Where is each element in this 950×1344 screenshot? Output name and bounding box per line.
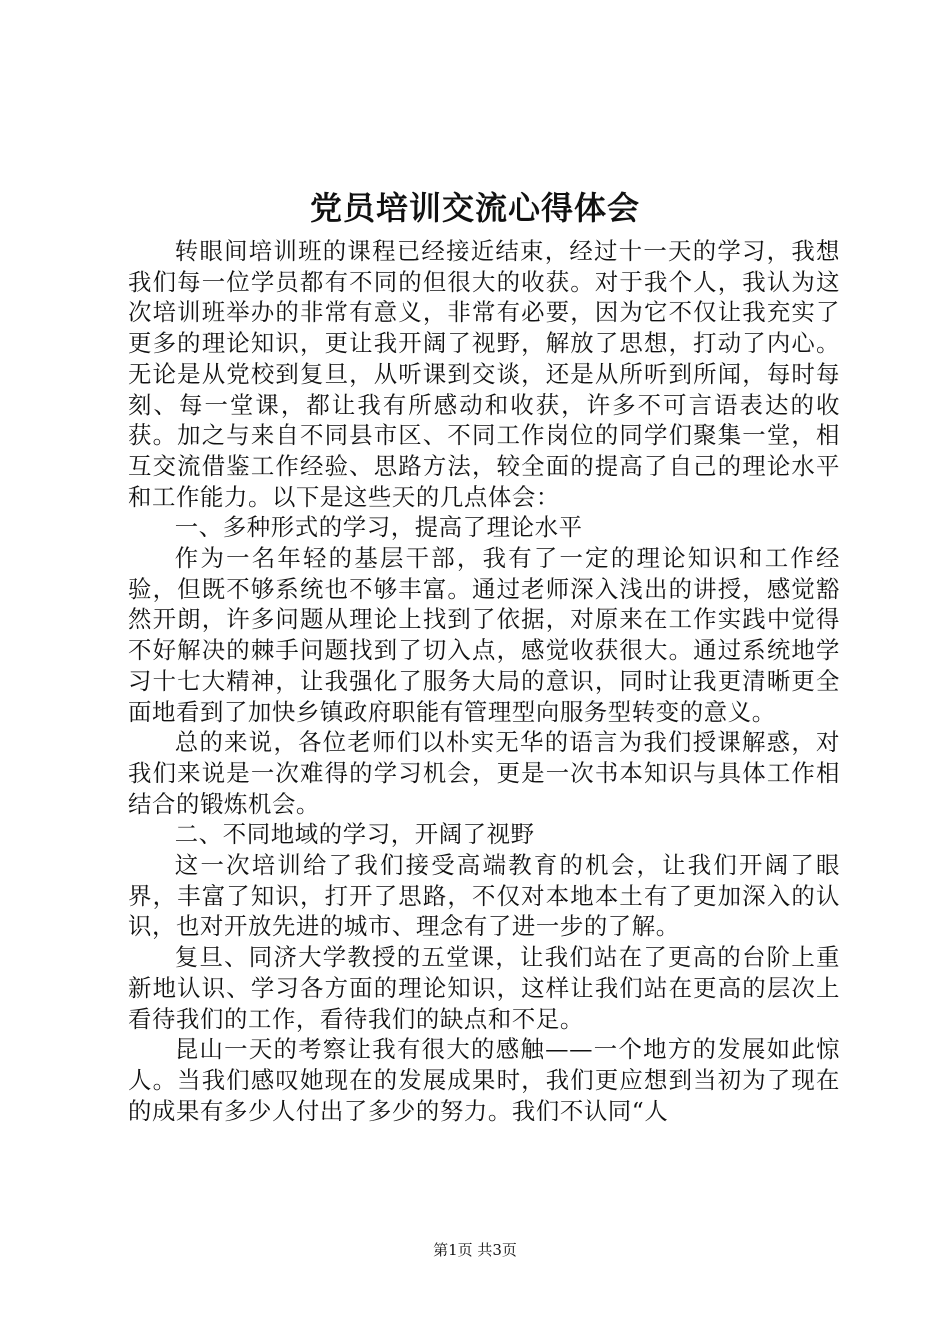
paragraph-summary: 总的来说，各位老师们以朴实无华的语言为我们授课解惑，对我们来说是一次难得的学习机会，更是一次书本知识与具体工作相结合的锻炼机会。 — [128, 728, 840, 818]
paragraph-section-2: 这一次培训给了我们接受高端教育的机会，让我们开阔了眼界，丰富了知识，打开了思路，不仅对本地本土有了更加深入的认识，也对开放先进的城市、理念有了进一步的了解。 — [128, 851, 840, 941]
paragraph-kunshan: 昆山一天的考察让我有很大的感触——一个地方的发展如此惊人。当我们感叹她现在的发展成果时，我们更应想到当初为了现在的成果有多少人付出了多少的努力。我们不认同“人 — [128, 1035, 840, 1125]
paragraph-intro: 转眼间培训班的课程已经接近结束，经过十一天的学习，我想我们每一位学员都有不同的但很大的收获。对于我个人，我认为这次培训班举办的非常有意义，非常有必要，因为它不仅让我充实了更多的理论知识，更让我开阔了视野，解放了思想，打动了内心。无论是从党校到复旦，从听课到交谈，还是从所听到所闻，每时每刻、每一堂课，都让我有所感动和收获，许多不可言语表达的收获。加之与来自不同县市区、不同工作岗位的同学们聚集一堂，相互交流借鉴工作经验、思路方法，较全面的提高了自己的理论水平和工作能力。以下是这些天的几点体会： — [128, 237, 840, 511]
paragraph-fudan-tongji: 复旦、同济大学教授的五堂课，让我们站在了更高的台阶上重新地认识、学习各方面的理论知识，这样让我们站在更高的层次上看待我们的工作，看待我们的缺点和不足。 — [128, 943, 840, 1033]
document-body — [128, 236, 840, 1126]
document-title: 党员培训交流心得体会 — [309, 189, 640, 227]
section-heading-1: 一、多种形式的学习，提高了理论水平 — [174, 513, 583, 542]
page-footer: 第1页 共3页 — [433, 1241, 517, 1259]
section-heading-2: 二、不同地域的学习，开阔了视野 — [174, 820, 535, 849]
paragraph-section-1: 作为一名年轻的基层干部，我有了一定的理论知识和工作经验，但既不够系统也不够丰富。通过老师深入浅出的讲授，感觉豁然开朗，许多问题从理论上找到了依据，对原来在工作实践中觉得不好解决的棘手问题找到了切入点，感觉收获很大。通过系统地学习十七大精神，让我强化了服务大局的意识，同时让我更清晰更全面地看到了加快乡镇政府职能有管理型向服务型转变的意义。 — [128, 544, 840, 726]
